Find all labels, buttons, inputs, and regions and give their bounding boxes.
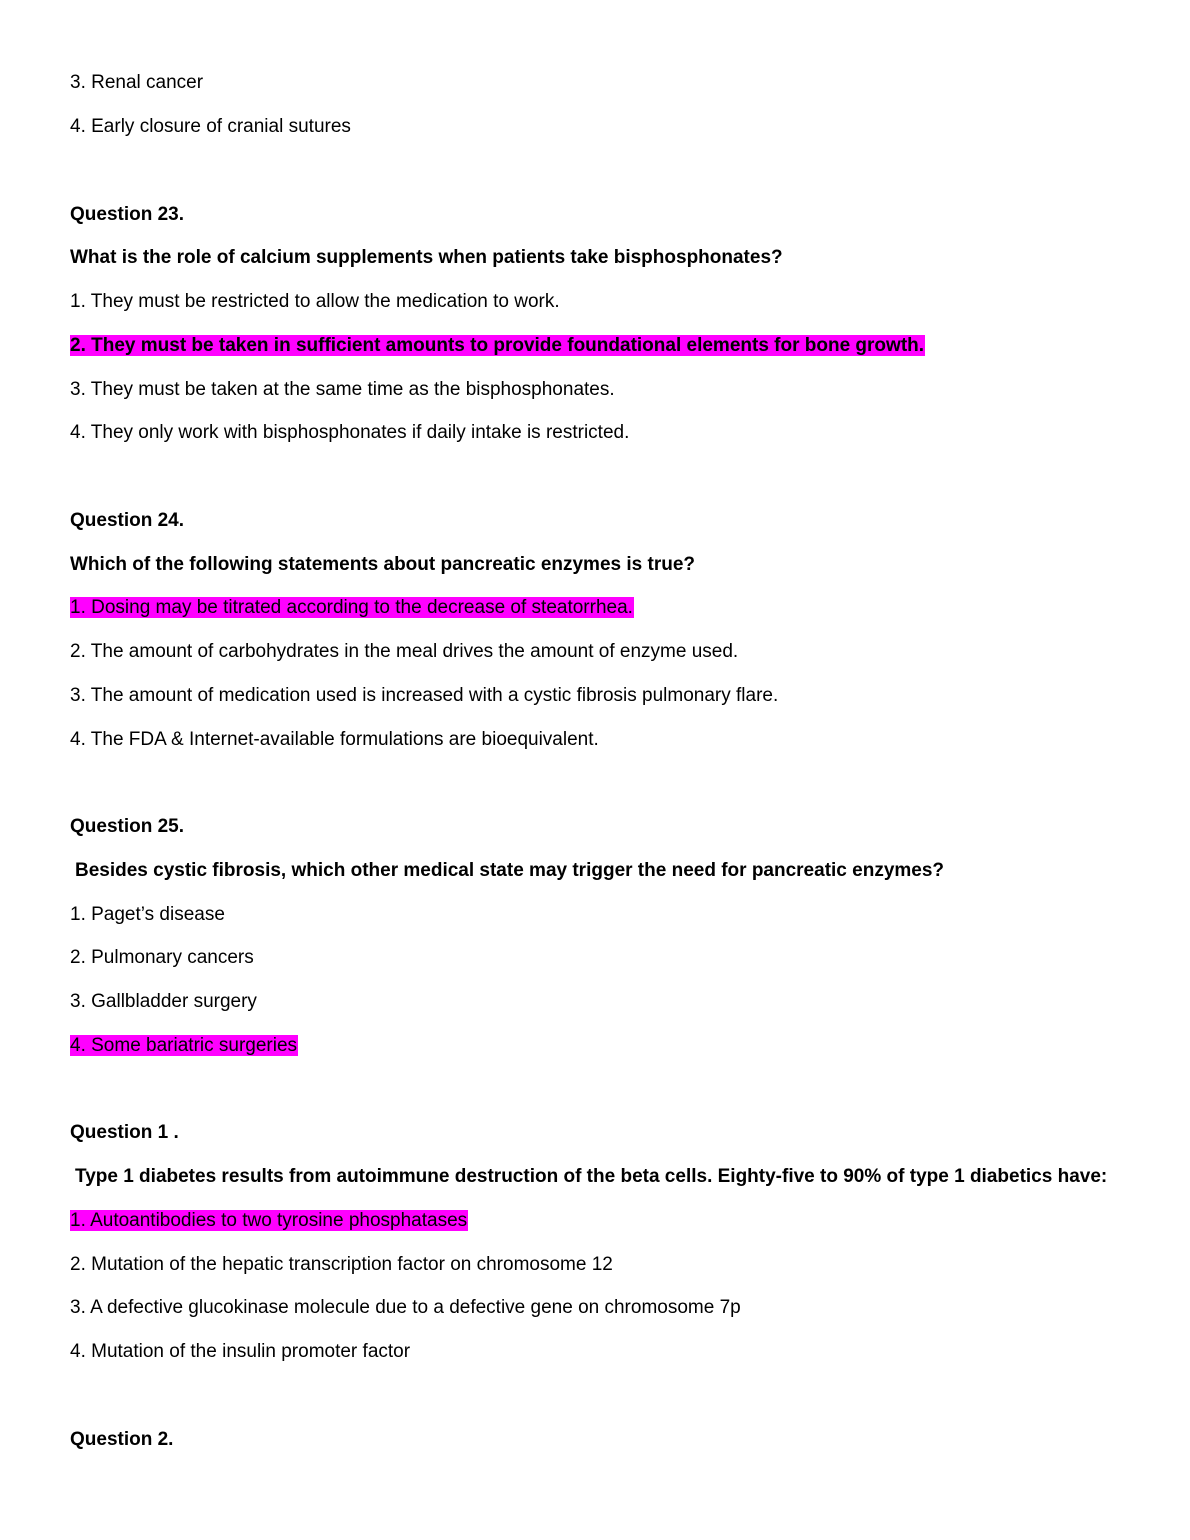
question-1-option-1-answer: [70, 1209, 468, 1233]
question-25-option-4-answer: [70, 1034, 298, 1058]
question-23-heading: Question 23.: [70, 204, 185, 225]
question-1-option-2: 2. Mutation of the hepatic transcription factor on chromosome 12: [70, 1254, 613, 1275]
answer-highlight: 1. Dosing may be titrated according to the decrease of steatorrhea.: [70, 597, 633, 618]
question-23-option-4: 4. They only work with bisphosphonates if daily intake is restricted.: [70, 422, 630, 443]
question-25-option-1: 1. Paget’s disease: [70, 904, 225, 925]
question-2-heading: Question 2.: [70, 1429, 174, 1450]
question-24-option-2: 2. The amount of carbohydrates in the meal drives the amount of enzyme used.: [70, 641, 739, 662]
question-25-text: Besides cystic fibrosis, which other medical state may trigger the need for pancreatic enzymes?: [75, 860, 945, 881]
question-24-option-4: 4. The FDA & Internet-available formulations are bioequivalent.: [70, 729, 599, 750]
option-prev-3: 3. Renal cancer: [70, 72, 204, 93]
question-23-option-2-answer: [70, 334, 925, 358]
question-24-heading: Question 24.: [70, 510, 185, 531]
answer-highlight: 1. Autoantibodies to two tyrosine phosphatases: [70, 1210, 468, 1231]
question-25-option-3: 3. Gallbladder surgery: [70, 991, 257, 1012]
question-23-option-3: 3. They must be taken at the same time as the bisphosphonates.: [70, 379, 615, 400]
question-1-text: Type 1 diabetes results from autoimmune destruction of the beta cells. Eighty-five to 90% of type 1 diabetics have:: [75, 1166, 1108, 1187]
option-prev-4: 4. Early closure of cranial sutures: [70, 116, 351, 137]
question-1-option-3: 3. A defective glucokinase molecule due to a defective gene on chromosome 7p: [70, 1297, 741, 1318]
question-23-text: What is the role of calcium supplements when patients take bisphosphonates?: [70, 247, 783, 268]
question-25-option-2: 2. Pulmonary cancers: [70, 947, 254, 968]
question-24-option-3: 3. The amount of medication used is increased with a cystic fibrosis pulmonary flare.: [70, 685, 779, 706]
question-24-option-1-answer: [70, 596, 634, 620]
question-1-heading: Question 1 .: [70, 1122, 179, 1143]
answer-highlight: 4. Some bariatric surgeries: [70, 1035, 298, 1056]
question-23-option-1: 1. They must be restricted to allow the medication to work.: [70, 291, 560, 312]
question-25-heading: Question 25.: [70, 816, 185, 837]
answer-highlight: 2. They must be taken in sufficient amounts to provide foundational elements for bone growth.: [70, 335, 925, 356]
question-1-option-4: 4. Mutation of the insulin promoter factor: [70, 1341, 411, 1362]
question-24-text: Which of the following statements about pancreatic enzymes is true?: [70, 554, 695, 575]
